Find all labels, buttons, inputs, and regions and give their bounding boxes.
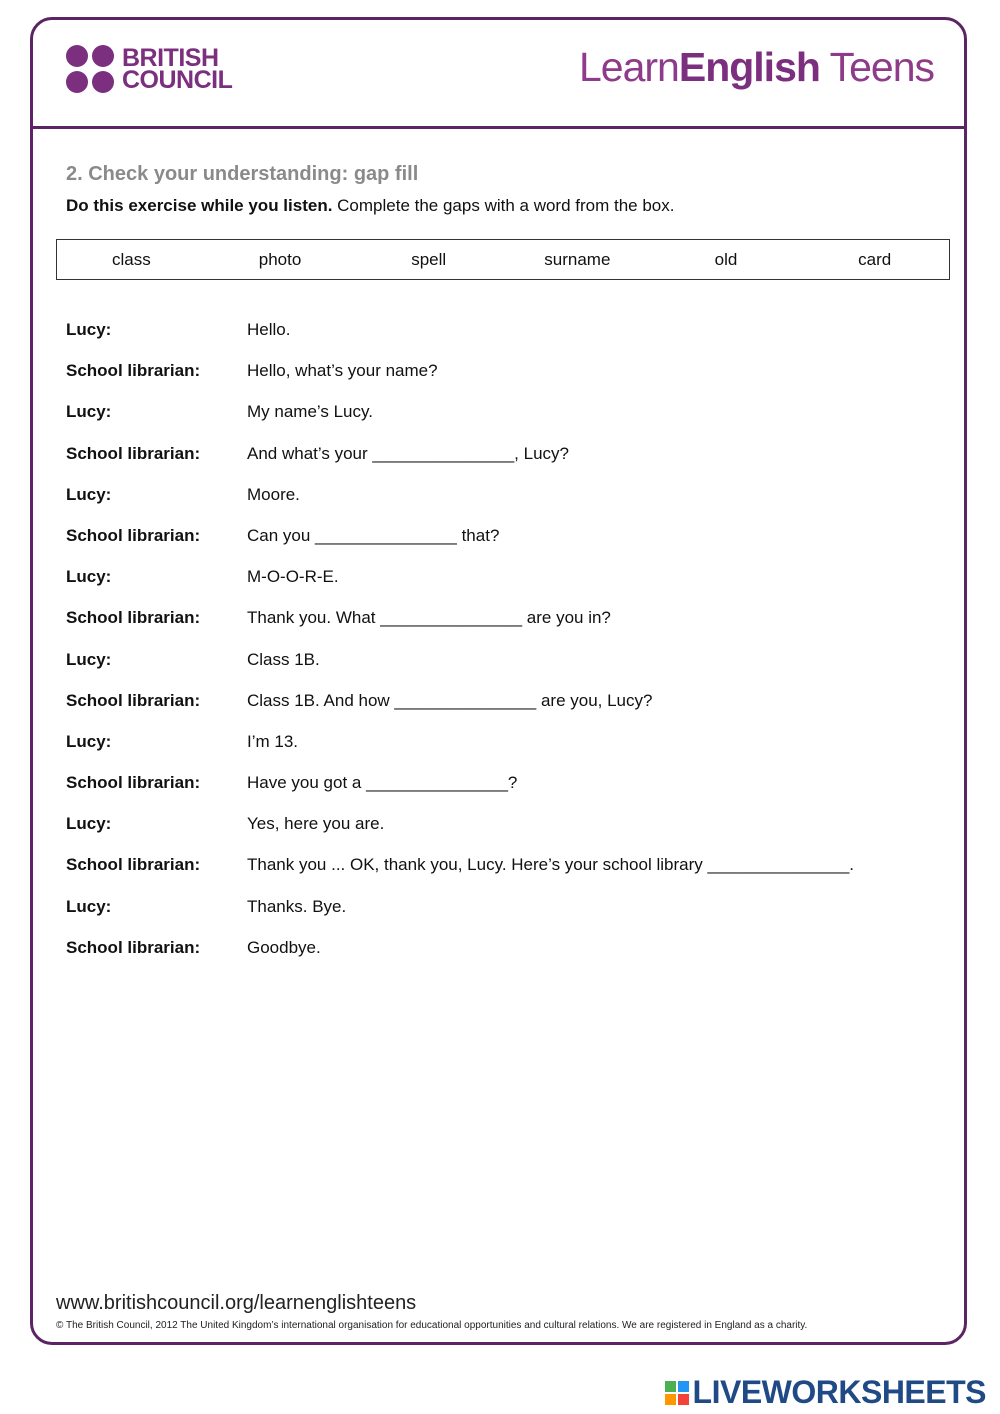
speaker-name: School librarian: — [66, 608, 201, 628]
speaker-name: Lucy: — [66, 567, 112, 587]
dialogue-line — [66, 320, 946, 361]
british-council-logo — [66, 45, 232, 93]
dialogue-text: I’m 13. — [247, 731, 299, 751]
speaker-name: Lucy: — [66, 320, 112, 339]
dialogue-line — [66, 608, 946, 649]
word-box-item: old — [714, 249, 738, 269]
speaker-name: School librarian: — [66, 773, 201, 793]
speaker-name: School librarian: — [66, 937, 201, 957]
dialogue-text: My name’s Lucy. — [247, 402, 373, 422]
dialogue-text: Moore. — [247, 484, 300, 504]
instructions — [66, 196, 674, 216]
speaker-name: School librarian: — [66, 690, 201, 710]
dialogue-text: Class 1B. And how _______________ are you, Lucy? — [247, 690, 653, 710]
dialogue-text: Class 1B. — [247, 649, 320, 669]
liveworksheets-logo — [665, 1374, 986, 1411]
speaker-name: School librarian: — [66, 443, 201, 463]
section-title: 2. Check your understanding: gap fill — [66, 163, 419, 185]
word-box-item: class — [111, 249, 151, 269]
dialogue-line — [66, 526, 946, 567]
dialogue-line — [66, 361, 946, 402]
dialogue-line — [66, 567, 946, 608]
learnenglish-teens-logo — [579, 44, 934, 91]
dialogue-line — [66, 691, 946, 732]
speaker-name: Lucy: — [66, 484, 112, 504]
dialogue-text: Thank you ... OK, thank you, Lucy. Here’s your school library _______________. — [247, 855, 855, 875]
dialogue-line — [66, 402, 946, 443]
liveworksheets-icon-square — [678, 1394, 689, 1405]
dialogue — [66, 320, 946, 979]
dialogue-text: M-O-O-R-E. — [247, 567, 339, 587]
british-council-line1: BRITISH — [122, 44, 219, 72]
dialogue-line — [66, 897, 946, 938]
dialogue-line — [66, 732, 946, 773]
dialogue-line — [66, 938, 946, 979]
dialogue-text: Yes, here you are. — [247, 814, 385, 834]
logo-teens: Teens — [819, 44, 934, 90]
speaker-name: School librarian: — [66, 361, 201, 381]
liveworksheets-icon-square — [665, 1394, 676, 1405]
dialogue-text: Can you _______________ that? — [247, 525, 500, 545]
footer-url: www.britishcouncil.org/learnenglishteens — [56, 1292, 417, 1314]
dialogue-line — [66, 773, 946, 814]
dialogue-line — [66, 444, 946, 485]
logo-english: English — [678, 44, 820, 90]
dialogue-line — [66, 855, 946, 896]
word-box-item: card — [858, 249, 892, 269]
logo-learn: Learn — [578, 44, 679, 90]
speaker-name: School librarian: — [66, 855, 201, 875]
liveworksheets-icon-square — [678, 1381, 689, 1392]
dialogue-line — [66, 485, 946, 526]
dialogue-line — [66, 814, 946, 855]
word-box-item: photo — [258, 249, 302, 269]
speaker-name: School librarian: — [66, 525, 201, 545]
dialogue-line — [66, 650, 946, 691]
speaker-name: Lucy: — [66, 649, 112, 669]
word-box — [56, 239, 950, 280]
dialogue-text: Thanks. Bye. — [247, 896, 347, 916]
speaker-name: Lucy: — [66, 402, 112, 422]
dialogue-text: Have you got a _______________? — [247, 773, 518, 793]
dialogue-text: Goodbye. — [247, 937, 321, 957]
instruction-bold: Do this exercise while you listen. — [66, 196, 333, 215]
dialogue-text: Hello. — [247, 320, 291, 339]
liveworksheets-label: LIVEWORKSHEETS — [692, 1374, 986, 1410]
speaker-name: Lucy: — [66, 896, 112, 916]
dialogue-text: Thank you. What _______________ are you in? — [247, 608, 611, 628]
speaker-name: Lucy: — [66, 731, 112, 751]
british-council-line2: COUNCIL — [122, 66, 233, 94]
footer-copyright: © The British Council, 2012 The United Kingdom’s international organisation for educational opportunities and cultural relations. We are registered in England as a charity. — [56, 1320, 808, 1331]
header-divider — [30, 126, 967, 129]
word-box-item: surname — [544, 249, 611, 269]
liveworksheets-icon-square — [665, 1381, 676, 1392]
instruction-rest: Complete the gaps with a word from the box. — [332, 196, 675, 215]
dialogue-text: And what’s your _______________, Lucy? — [247, 443, 569, 463]
word-box-item: spell — [411, 249, 447, 269]
liveworksheets-icon — [665, 1381, 689, 1405]
british-council-dots-icon — [66, 45, 114, 93]
dialogue-text: Hello, what’s your name? — [247, 361, 438, 381]
speaker-name: Lucy: — [66, 814, 112, 834]
